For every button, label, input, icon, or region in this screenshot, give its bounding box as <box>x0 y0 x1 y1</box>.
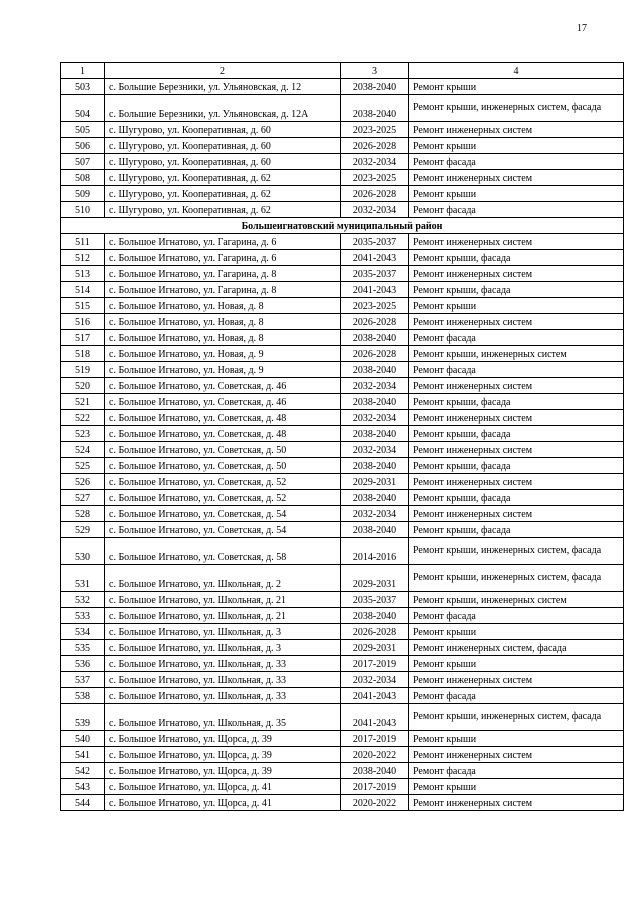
row-address: с. Шугурово, ул. Кооперативная, д. 62 <box>105 202 341 218</box>
row-number: 515 <box>61 298 105 314</box>
row-work: Ремонт фасада <box>409 202 624 218</box>
row-address: с. Большое Игнатово, ул. Школьная, д. 33 <box>105 656 341 672</box>
row-address: с. Большое Игнатово, ул. Советская, д. 50 <box>105 458 341 474</box>
row-address: с. Большое Игнатово, ул. Новая, д. 8 <box>105 298 341 314</box>
table-row <box>61 490 624 506</box>
table-row <box>61 362 624 378</box>
row-period: 2023-2025 <box>341 122 409 138</box>
table-row <box>61 234 624 250</box>
row-period: 2026-2028 <box>341 624 409 640</box>
row-address: с. Большое Игнатово, ул. Школьная, д. 33 <box>105 672 341 688</box>
table-row <box>61 474 624 490</box>
row-work: Ремонт инженерных систем <box>409 170 624 186</box>
row-period: 2035-2037 <box>341 234 409 250</box>
row-number: 519 <box>61 362 105 378</box>
table-row <box>61 346 624 362</box>
row-work: Ремонт крыши, фасада <box>409 250 624 266</box>
table-row <box>61 426 624 442</box>
row-work: Ремонт крыши <box>409 79 624 95</box>
row-period: 2038-2040 <box>341 458 409 474</box>
row-period: 2038-2040 <box>341 763 409 779</box>
row-number: 523 <box>61 426 105 442</box>
row-number: 534 <box>61 624 105 640</box>
table-row <box>61 95 624 122</box>
row-work: Ремонт фасада <box>409 688 624 704</box>
row-work: Ремонт инженерных систем <box>409 122 624 138</box>
table-row <box>61 779 624 795</box>
row-period: 2032-2034 <box>341 410 409 426</box>
row-address: с. Большое Игнатово, ул. Советская, д. 48 <box>105 426 341 442</box>
row-number: 513 <box>61 266 105 282</box>
row-number: 510 <box>61 202 105 218</box>
row-address: с. Большое Игнатово, ул. Советская, д. 54 <box>105 522 341 538</box>
row-period: 2038-2040 <box>341 394 409 410</box>
table-row <box>61 298 624 314</box>
row-work: Ремонт инженерных систем <box>409 410 624 426</box>
row-number: 508 <box>61 170 105 186</box>
row-address: с. Большое Игнатово, ул. Советская, д. 58 <box>105 538 341 565</box>
table-row <box>61 672 624 688</box>
row-work: Ремонт крыши <box>409 779 624 795</box>
row-work: Ремонт крыши, инженерных систем, фасада <box>409 565 624 592</box>
row-period: 2032-2034 <box>341 672 409 688</box>
row-number: 529 <box>61 522 105 538</box>
row-work: Ремонт инженерных систем <box>409 266 624 282</box>
row-address: с. Большое Игнатово, ул. Школьная, д. 21 <box>105 592 341 608</box>
row-work: Ремонт крыши, инженерных систем, фасада <box>409 95 624 122</box>
row-work: Ремонт крыши, фасада <box>409 458 624 474</box>
row-period: 2032-2034 <box>341 442 409 458</box>
row-work: Ремонт крыши, инженерных систем, фасада <box>409 538 624 565</box>
row-period: 2038-2040 <box>341 490 409 506</box>
row-number: 521 <box>61 394 105 410</box>
row-period: 2026-2028 <box>341 346 409 362</box>
row-work: Ремонт фасада <box>409 763 624 779</box>
row-address: с. Большое Игнатово, ул. Гагарина, д. 6 <box>105 234 341 250</box>
row-address: с. Большое Игнатово, ул. Советская, д. 46 <box>105 378 341 394</box>
table-row <box>61 763 624 779</box>
row-address: с. Большое Игнатово, ул. Школьная, д. 35 <box>105 704 341 731</box>
column-header: 4 <box>409 63 624 79</box>
row-number: 532 <box>61 592 105 608</box>
row-number: 524 <box>61 442 105 458</box>
row-period: 2017-2019 <box>341 656 409 672</box>
row-work: Ремонт фасада <box>409 330 624 346</box>
table-row <box>61 410 624 426</box>
row-period: 2026-2028 <box>341 314 409 330</box>
row-address: с. Большое Игнатово, ул. Новая, д. 8 <box>105 330 341 346</box>
section-row <box>61 218 624 234</box>
table-row <box>61 122 624 138</box>
row-period: 2041-2043 <box>341 282 409 298</box>
table-row <box>61 170 624 186</box>
row-period: 2032-2034 <box>341 154 409 170</box>
row-number: 528 <box>61 506 105 522</box>
table-row <box>61 640 624 656</box>
row-number: 507 <box>61 154 105 170</box>
row-number: 506 <box>61 138 105 154</box>
row-number: 512 <box>61 250 105 266</box>
table-row <box>61 250 624 266</box>
row-address: с. Большое Игнатово, ул. Школьная, д. 3 <box>105 640 341 656</box>
row-address: с. Большое Игнатово, ул. Советская, д. 46 <box>105 394 341 410</box>
column-header: 2 <box>105 63 341 79</box>
row-work: Ремонт фасада <box>409 608 624 624</box>
section-title: Большеигнатовский муниципальный район <box>61 218 624 234</box>
row-work: Ремонт инженерных систем <box>409 378 624 394</box>
row-address: с. Шугурово, ул. Кооперативная, д. 62 <box>105 170 341 186</box>
row-address: с. Большое Игнатово, ул. Советская, д. 48 <box>105 410 341 426</box>
table-row <box>61 624 624 640</box>
row-period: 2041-2043 <box>341 704 409 731</box>
row-address: с. Большое Игнатово, ул. Щорса, д. 39 <box>105 747 341 763</box>
table-row <box>61 656 624 672</box>
row-address: с. Большие Березники, ул. Ульяновская, д. 12 <box>105 79 341 95</box>
row-work: Ремонт инженерных систем <box>409 795 624 811</box>
row-address: с. Большое Игнатово, ул. Школьная, д. 2 <box>105 565 341 592</box>
row-number: 541 <box>61 747 105 763</box>
row-address: с. Большое Игнатово, ул. Школьная, д. 3 <box>105 624 341 640</box>
column-header: 3 <box>341 63 409 79</box>
row-number: 525 <box>61 458 105 474</box>
table-row <box>61 394 624 410</box>
row-address: с. Большое Игнатово, ул. Щорса, д. 39 <box>105 731 341 747</box>
table-row <box>61 731 624 747</box>
row-work: Ремонт инженерных систем <box>409 506 624 522</box>
table-row <box>61 795 624 811</box>
row-number: 530 <box>61 538 105 565</box>
row-period: 2023-2025 <box>341 298 409 314</box>
row-work: Ремонт крыши <box>409 656 624 672</box>
row-period: 2035-2037 <box>341 592 409 608</box>
row-number: 536 <box>61 656 105 672</box>
table-row <box>61 565 624 592</box>
row-work: Ремонт инженерных систем <box>409 747 624 763</box>
row-period: 2032-2034 <box>341 378 409 394</box>
row-address: с. Большое Игнатово, ул. Гагарина, д. 8 <box>105 266 341 282</box>
table-row <box>61 282 624 298</box>
row-work: Ремонт крыши, инженерных систем, фасада <box>409 704 624 731</box>
row-period: 2041-2043 <box>341 250 409 266</box>
row-address: с. Большое Игнатово, ул. Новая, д. 9 <box>105 362 341 378</box>
row-number: 505 <box>61 122 105 138</box>
row-number: 517 <box>61 330 105 346</box>
row-address: с. Большое Игнатово, ул. Щорса, д. 41 <box>105 779 341 795</box>
table-row <box>61 704 624 731</box>
row-number: 543 <box>61 779 105 795</box>
row-number: 520 <box>61 378 105 394</box>
row-number: 522 <box>61 410 105 426</box>
row-number: 514 <box>61 282 105 298</box>
table-row <box>61 138 624 154</box>
row-period: 2038-2040 <box>341 79 409 95</box>
table-row <box>61 592 624 608</box>
row-period: 2038-2040 <box>341 522 409 538</box>
row-period: 2035-2037 <box>341 266 409 282</box>
row-period: 2032-2034 <box>341 202 409 218</box>
row-address: с. Шугурово, ул. Кооперативная, д. 60 <box>105 138 341 154</box>
row-work: Ремонт инженерных систем <box>409 234 624 250</box>
row-work: Ремонт крыши, фасада <box>409 490 624 506</box>
table-row <box>61 154 624 170</box>
row-work: Ремонт крыши <box>409 298 624 314</box>
row-address: с. Большое Игнатово, ул. Советская, д. 50 <box>105 442 341 458</box>
row-period: 2038-2040 <box>341 330 409 346</box>
repair-schedule-table <box>60 62 624 811</box>
row-period: 2038-2040 <box>341 608 409 624</box>
table-row <box>61 688 624 704</box>
table-row <box>61 330 624 346</box>
table-row <box>61 538 624 565</box>
row-work: Ремонт инженерных систем <box>409 442 624 458</box>
row-work: Ремонт фасада <box>409 362 624 378</box>
row-number: 526 <box>61 474 105 490</box>
row-number: 537 <box>61 672 105 688</box>
row-period: 2032-2034 <box>341 506 409 522</box>
row-number: 518 <box>61 346 105 362</box>
row-work: Ремонт крыши, фасада <box>409 394 624 410</box>
row-period: 2029-2031 <box>341 640 409 656</box>
row-period: 2038-2040 <box>341 362 409 378</box>
row-period: 2014-2016 <box>341 538 409 565</box>
row-work: Ремонт инженерных систем, фасада <box>409 640 624 656</box>
table-row <box>61 266 624 282</box>
row-address: с. Большие Березники, ул. Ульяновская, д. 12А <box>105 95 341 122</box>
row-number: 533 <box>61 608 105 624</box>
row-number: 535 <box>61 640 105 656</box>
table-row <box>61 442 624 458</box>
row-work: Ремонт крыши <box>409 731 624 747</box>
row-number: 539 <box>61 704 105 731</box>
row-address: с. Большое Игнатово, ул. Гагарина, д. 8 <box>105 282 341 298</box>
row-number: 511 <box>61 234 105 250</box>
column-header: 1 <box>61 63 105 79</box>
row-number: 531 <box>61 565 105 592</box>
row-address: с. Большое Игнатово, ул. Гагарина, д. 6 <box>105 250 341 266</box>
table-row <box>61 79 624 95</box>
row-address: с. Большое Игнатово, ул. Щорса, д. 39 <box>105 763 341 779</box>
row-address: с. Большое Игнатово, ул. Щорса, д. 41 <box>105 795 341 811</box>
table-row <box>61 202 624 218</box>
row-number: 516 <box>61 314 105 330</box>
row-period: 2017-2019 <box>341 779 409 795</box>
row-period: 2020-2022 <box>341 747 409 763</box>
row-number: 544 <box>61 795 105 811</box>
row-period: 2029-2031 <box>341 474 409 490</box>
table-row <box>61 458 624 474</box>
row-work: Ремонт крыши, фасада <box>409 522 624 538</box>
row-period: 2038-2040 <box>341 95 409 122</box>
table-row <box>61 608 624 624</box>
row-number: 503 <box>61 79 105 95</box>
row-address: с. Большое Игнатово, ул. Советская, д. 52 <box>105 490 341 506</box>
row-period: 2017-2019 <box>341 731 409 747</box>
row-number: 540 <box>61 731 105 747</box>
row-address: с. Большое Игнатово, ул. Новая, д. 9 <box>105 346 341 362</box>
table-row <box>61 314 624 330</box>
row-address: с. Большое Игнатово, ул. Советская, д. 52 <box>105 474 341 490</box>
row-number: 504 <box>61 95 105 122</box>
table-body <box>61 63 624 811</box>
row-number: 542 <box>61 763 105 779</box>
row-address: с. Большое Игнатово, ул. Советская, д. 54 <box>105 506 341 522</box>
row-work: Ремонт фасада <box>409 154 624 170</box>
table-row <box>61 378 624 394</box>
row-work: Ремонт крыши <box>409 624 624 640</box>
row-period: 2029-2031 <box>341 565 409 592</box>
row-work: Ремонт инженерных систем <box>409 474 624 490</box>
row-period: 2020-2022 <box>341 795 409 811</box>
row-number: 538 <box>61 688 105 704</box>
row-period: 2041-2043 <box>341 688 409 704</box>
page-number: 17 <box>577 23 587 34</box>
table-row <box>61 506 624 522</box>
row-address: с. Шугурово, ул. Кооперативная, д. 62 <box>105 186 341 202</box>
row-number: 509 <box>61 186 105 202</box>
table-row <box>61 747 624 763</box>
row-work: Ремонт крыши, инженерных систем <box>409 592 624 608</box>
row-work: Ремонт крыши, фасада <box>409 426 624 442</box>
row-address: с. Большое Игнатово, ул. Школьная, д. 21 <box>105 608 341 624</box>
row-address: с. Большое Игнатово, ул. Школьная, д. 33 <box>105 688 341 704</box>
row-work: Ремонт крыши <box>409 138 624 154</box>
table-row <box>61 186 624 202</box>
row-period: 2023-2025 <box>341 170 409 186</box>
row-work: Ремонт крыши <box>409 186 624 202</box>
row-work: Ремонт инженерных систем <box>409 314 624 330</box>
table-row <box>61 522 624 538</box>
row-period: 2038-2040 <box>341 426 409 442</box>
row-work: Ремонт крыши, фасада <box>409 282 624 298</box>
column-header-row <box>61 63 624 79</box>
row-work: Ремонт крыши, инженерных систем <box>409 346 624 362</box>
row-address: с. Шугурово, ул. Кооперативная, д. 60 <box>105 154 341 170</box>
row-address: с. Большое Игнатово, ул. Новая, д. 8 <box>105 314 341 330</box>
row-number: 527 <box>61 490 105 506</box>
row-period: 2026-2028 <box>341 186 409 202</box>
row-work: Ремонт инженерных систем <box>409 672 624 688</box>
row-period: 2026-2028 <box>341 138 409 154</box>
row-address: с. Шугурово, ул. Кооперативная, д. 60 <box>105 122 341 138</box>
